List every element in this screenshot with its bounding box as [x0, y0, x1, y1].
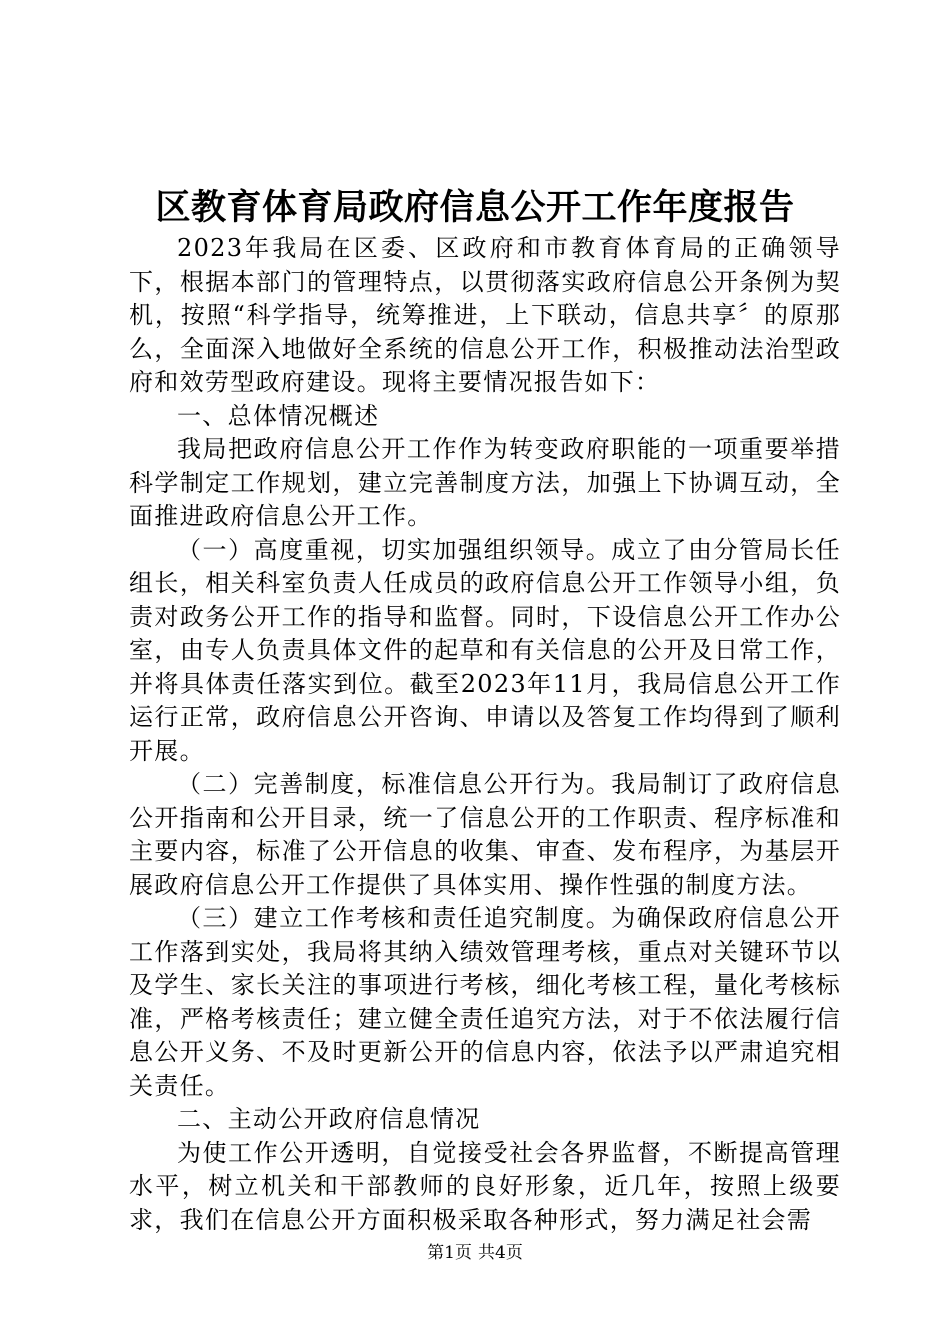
paragraph-item-3: （三）建立工作考核和责任追究制度。为确保政府信息公开工作落到实处，我局将其纳入绩效管理考核，重点对关键环节以及学生、家长关注的事项进行考核，细化考核工程，量化考核标准，严格考核责任；建立健全责任追究方法，对于不依法履行信息公开义务、不及时更新公开的信息内容，依法予以严肃追究相关责任。 [129, 904, 841, 1100]
paragraph-item-1: （一）高度重视，切实加强组织领导。成立了由分管局长任组长，相关科室负责人任成员的政府信息公开工作领导小组，负责对政务公开工作的指导和监督。同时，下设信息公开工作办公室，由专人负责具体文件的起草和有关信息的公开及日常工作，并将具体责任落实到位。截至2023年11月，我局信息公开工作运行正常，政府信息公开咨询、申请以及答复工作均得到了顺利开展。 [129, 535, 841, 765]
section-heading-disclosure: 二、主动公开政府信息情况 [177, 1105, 481, 1133]
paragraph-item-2: （二）完善制度，标准信息公开行为。我局制订了政府信息公开指南和公开目录，统一了信息公开的工作职责、程序标准和主要内容，标准了公开信息的收集、审查、发布程序，为基层开展政府信息公开工作提供了具体实用、操作性强的制度方法。 [129, 770, 841, 899]
paragraph-overview: 我局把政府信息公开工作作为转变政府职能的一项重要举措科学制定工作规划，建立完善制度方法，加强上下协调互动，全面推进政府信息公开工作。 [129, 435, 841, 530]
page-footer [0, 1241, 950, 1265]
section-heading-overview: 一、总体情况概述 [177, 401, 380, 430]
document-title: 区教育体育局政府信息公开工作年度报告 [155, 188, 795, 228]
paragraph-intro: 2023年我局在区委、区政府和市教育体育局的正确领导下，根据本部门的管理特点，以贯彻落实政府信息公开条例为契机，按照“科学指导，统筹推进，上下联动，信息共享〞的原那么，全面深入地做好全系统的信息公开工作，积极推动法治型政府和效劳型政府建设。现将主要情况报告如下： [129, 234, 841, 396]
page-total: 共4页 [478, 1243, 523, 1263]
page-number: 第1页 [427, 1243, 472, 1263]
paragraph-disclosure: 为使工作公开透明，自觉接受社会各界监督，不断提高管理水平，树立机关和干部教师的良好形象，近几年，按照上级要求，我们在信息公开方面积极采取各种形式，努力满足社会需 [129, 1138, 841, 1234]
document-body [129, 232, 841, 1237]
